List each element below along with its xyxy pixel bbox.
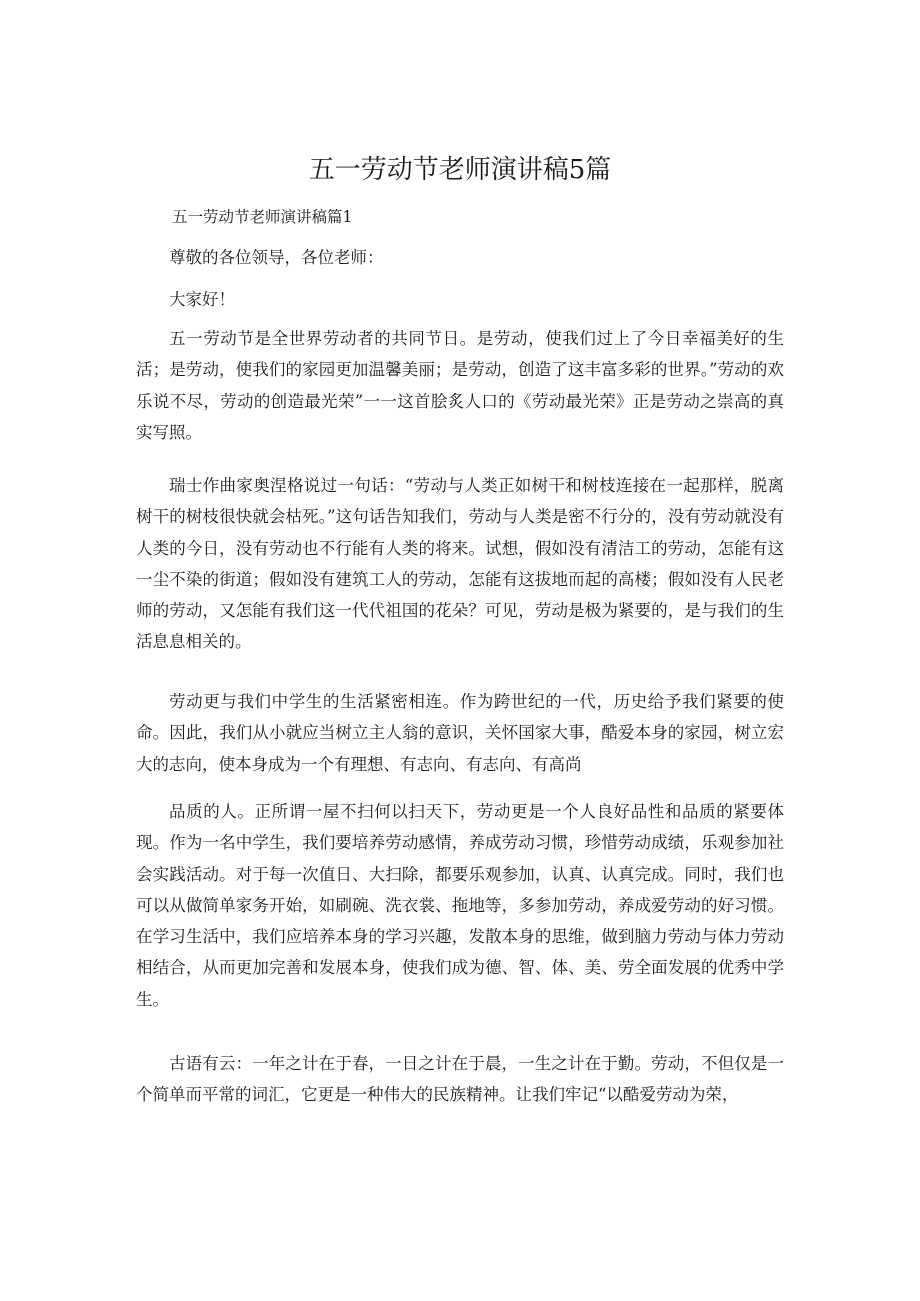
- paragraph: 劳动更与我们中学生的生活紧密相连。作为跨世纪的一代，历史给予我们紧要的使命。因此，我们从小就应当树立主人翁的意识，关怀国家大事，酷爱本身的家园，树立宏大的志向，使本身成为一个有理想、有志向、有志向、有高尚: [136, 692, 784, 774]
- paragraph: 古语有云：一年之计在于春，一日之计在于晨，一生之计在于勤。劳动，不但仅是一个简单而平常的词汇，它更是一种伟大的民族精神。让我们牢记“以酷爱劳动为荣，: [136, 1054, 784, 1105]
- paragraph: 瑞士作曲家奥涅格说过一句话：“劳动与人类正如树干和树枝连接在一起那样，脱离树干的树枝很快就会枯死。”这句话告知我们，劳动与人类是密不行分的，没有劳动就没有人类的今日，没有劳动也不行能有人类的将来。试想，假如没有清洁工的劳动，怎能有这一尘不染的街道；假如没有建筑工人的劳动，怎能有这拔地而起的高楼；假如没有人民老师的劳动，又怎能有我们这一代代祖国的花朵？可见，劳动是极为紧要的，是与我们的生活息息相关的。: [136, 476, 784, 652]
- hello-line: 大家好！: [169, 290, 235, 309]
- document-title: 五一劳动节老师演讲稿5篇: [308, 155, 612, 185]
- paragraph: 品质的人。正所谓一屋不扫何以扫天下，劳动更是一个人良好品性和品质的紧要体现。作为一名中学生，我们要培养劳动感情，养成劳动习惯，珍惜劳动成绩，乐观参加社会实践活动。对于每一次值日、大扫除，都要乐观参加，认真、认真完成。同时，我们也可以从做简单家务开始，如刷碗、洗衣裳、拖地等，多参加劳动，养成爱劳动的好习惯。在学习生活中，我们应培养本身的学习兴趣，发散本身的思维，做到脑力劳动与体力劳动相结合，从而更加完善和发展本身，使我们成为德、智、体、美、劳全面发展的优秀中学生。: [136, 802, 784, 1009]
- section-heading: 五一劳动节老师演讲稿篇1: [172, 208, 353, 226]
- paragraph: 五一劳动节是全世界劳动者的共同节日。是劳动，使我们过上了今日幸福美好的生活；是劳动，使我们的家园更加温馨美丽；是劳动，创造了这丰富多彩的世界。”劳动的欢乐说不尽，劳动的创造最光荣”一一这首脍炙人口的《劳动最光荣》正是劳动之崇高的真实写照。: [136, 329, 784, 442]
- greeting-line: 尊敬的各位领导，各位老师：: [169, 248, 384, 267]
